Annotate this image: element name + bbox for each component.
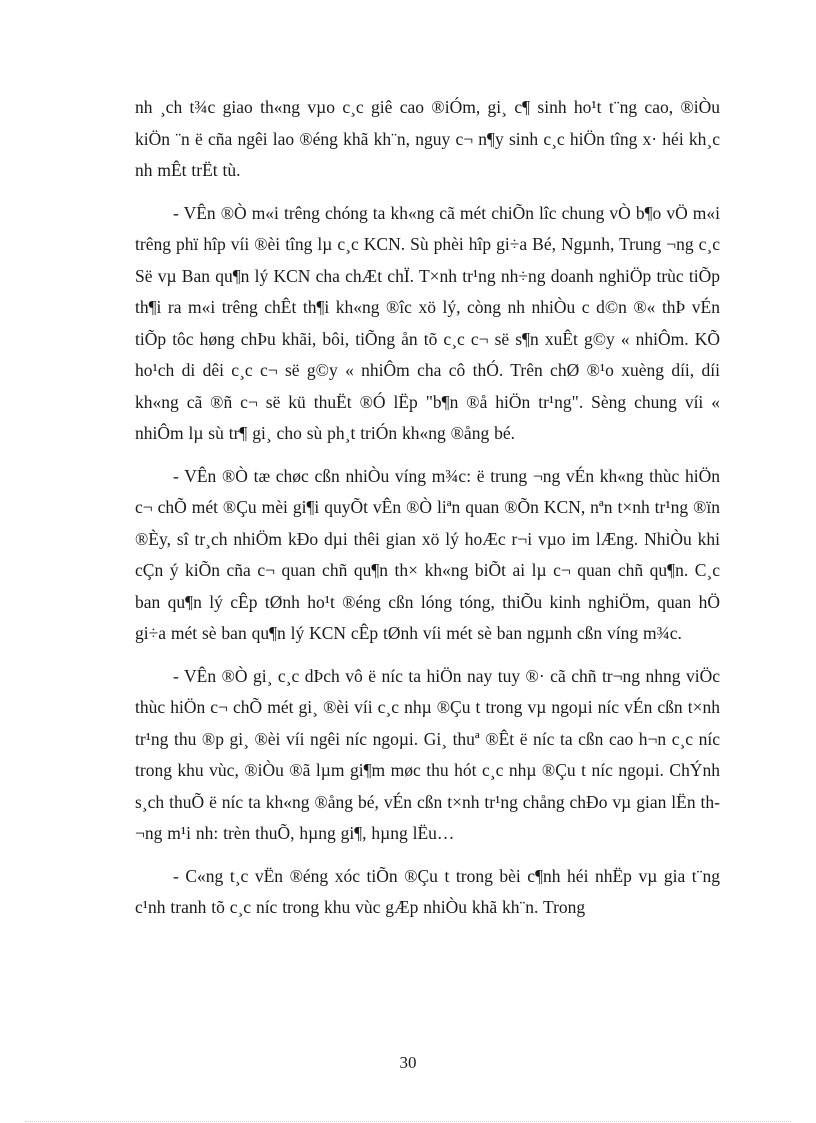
paragraph-3: - VÊn ®Ò tæ chøc cßn nhiÒu víng m¾c: ë trung ¬ng vÉn kh«ng thùc hiÖn c¬ chÕ mét ®Çu mèi gi¶i quyÕt vÊn ®Ò liªn quan ®Õn KCN, nªn t×nh tr¹ng ®ïn ®Èy, sî tr¸ch nhiÖm kÐo dµi thêi gian xö lý hoÆc r¬i vµo im lÆng. NhiÒu khi cÇn ý kiÕn cña c¬ quan chñ qu¶n th× kh«ng biÕt ai lµ c¬ quan chñ qu¶n. C¸c ban qu¶n lý cÊp tØnh ho¹t ®éng cßn lóng tóng, thiÕu kinh nghiÖm, quan hÖ gi÷a mét sè ban qu¶n lý KCN cÊp tØnh víi mét sè ban ngµnh cßn víng m¾c. xyxy=(135,465,720,643)
body-text xyxy=(135,92,720,935)
paragraph-1: nh ¸ch t¾c giao th«ng vµo c¸c giê cao ®iÓm, gi¸ c¶ sinh ho¹t t¨ng cao, ®iÒu kiÖn ¨n ë cña ngêi lao ®éng khã kh¨n, nguy c¬ n¶y sinh c¸c hiÖn tîng x· héi kh¸c nh mÊt trËt tù. xyxy=(135,97,720,180)
paragraph-2: - VÊn ®Ò m«i trêng chóng ta kh«ng cã mét chiÕn lîc chung vÒ b¶o vÖ m«i trêng phï hîp víi ®èi tîng lµ c¸c KCN. Sù phèi hîp gi÷a Bé, Ngµnh, Trung ¬ng c¸c Së vµ Ban qu¶n lý KCN cha chÆt chÏ. T×nh tr¹ng nh÷ng doanh nghiÖp trùc tiÕp th¶i ra m«i trêng chÊt th¶i kh«ng ®îc xö lý, còng nh nhiÒu c d©n ®« thÞ vÉn tiÕp tôc høng chÞu khãi, bôi, tiÕng ån tõ c¸c c¬ së s¶n xuÊt g©y « nhiÔm. KÕ ho¹ch di dêi c¸c c¬ së g©y « nhiÔm cha cô thÓ. Trên chØ ®¹o xuèng díi, díi kh«ng cã ®ñ c¬ së kü thuËt ®Ó lËp "b¶n ®å hiÖn tr¹ng". Sèng chung víi « nhiÔm lµ sù tr¶ gi¸ cho sù ph¸t triÓn kh«ng ®ång bé. xyxy=(135,202,720,443)
paragraph-5: - C«ng t¸c vËn ®éng xóc tiÕn ®Çu t trong bèi c¶nh héi nhËp vµ gia t¨ng c¹nh tranh tõ c¸c níc trong khu vùc gÆp nhiÒu khã kh¨n. Trong xyxy=(135,865,720,917)
page-number: 30 xyxy=(399,1053,417,1072)
footer-divider xyxy=(25,1121,791,1122)
paragraph-4: - VÊn ®Ò gi¸ c¸c dÞch vô ë níc ta hiÖn nay tuy ®· cã chñ tr¬ng nhng viÖc thùc hiÖn c¬ chÕ mét gi¸ ®èi víi c¸c nhµ ®Çu t trong vµ ngoµi níc vÉn cßn t×nh tr¹ng thu ®p gi¸ ®èi víi ngêi níc ngoµi. Gi¸ thuª ®Êt ë níc ta cßn cao h¬n c¸c níc trong khu vùc, ®iÒu ®ã lµm gi¶m møc thu hót c¸c nhµ ®Çu t níc ngoµi. ChÝnh s¸ch thuÕ ë níc ta kh«ng ®ång bé, vÉn cßn t×nh tr¹ng chång chÐo vµ gian lËn th¬ng m¹i nh: trèn thuÕ, hµng gi¶, hµng lËu… xyxy=(135,665,720,843)
